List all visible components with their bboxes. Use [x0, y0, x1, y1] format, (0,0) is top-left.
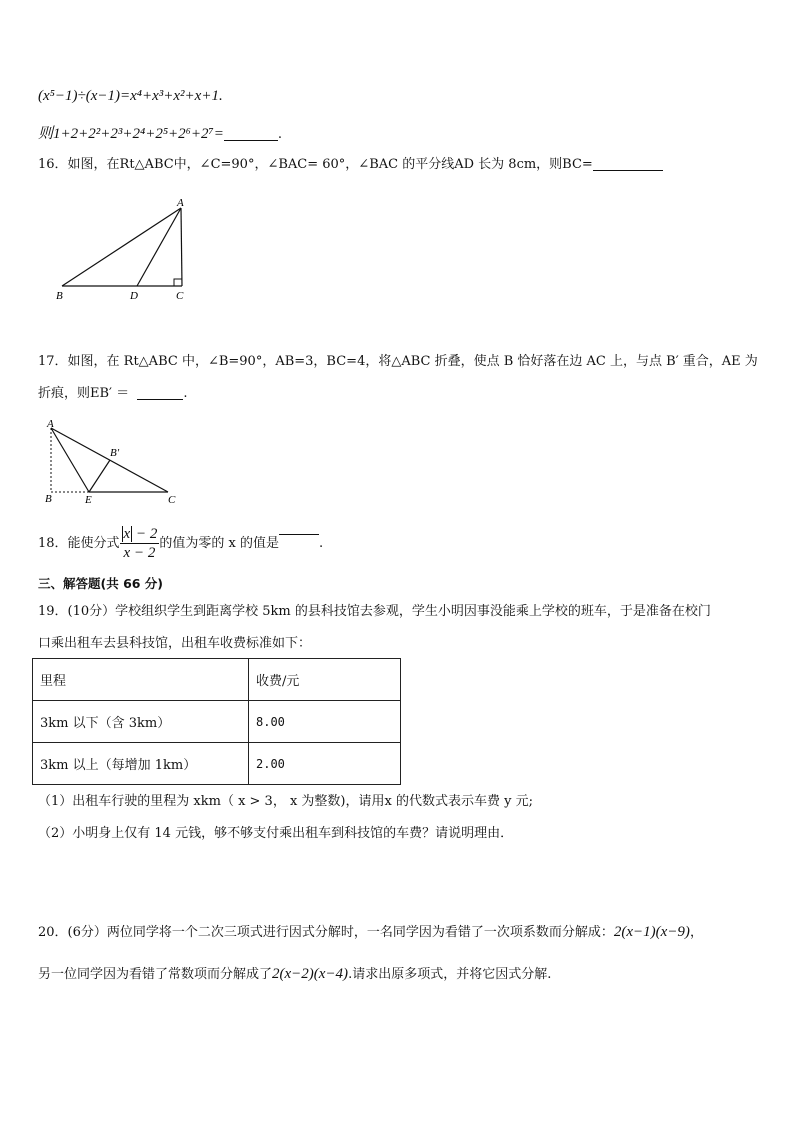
q15-identity: (x⁵−1)÷(x−1)=x⁴+x³+x²+x+1. — [38, 88, 223, 104]
q20-line1-suffix: ， — [689, 925, 703, 940]
q17-answer-blank[interactable] — [137, 399, 183, 400]
q20-line2-suffix: .请求出原多项式，并将它因式分解. — [348, 967, 552, 982]
table-header-row — [33, 659, 401, 701]
q16-bisector-ad — [137, 208, 181, 286]
q18-denominator: x − 2 — [123, 545, 156, 561]
q15-question-suffix: . — [277, 127, 282, 142]
q20-line1-prefix: 20．(6分）两位同学将一个二次三项式进行因式分解时，一名同学因为看错了一次项系数而分解成： — [38, 925, 614, 940]
q16-text — [38, 155, 663, 175]
q19-fare-table — [32, 658, 401, 785]
table-row — [33, 701, 401, 743]
q18-end: . — [318, 536, 324, 551]
table-cell: 3km 以上（每增加 1km） — [33, 743, 249, 785]
q18-numerator-rest: − 2 — [132, 526, 158, 542]
table-header-cell: 里程 — [33, 659, 249, 701]
q17-question-suffix: . — [183, 386, 188, 401]
q15-question — [38, 124, 282, 145]
q16-label-b: B — [56, 290, 63, 302]
q17-label-b-prime: B′ — [110, 447, 120, 459]
q17-figure — [40, 418, 190, 508]
q20-line2 — [38, 964, 551, 985]
q18-answer-blank[interactable] — [279, 534, 319, 535]
table-cell: 8.00 — [249, 701, 401, 743]
table-cell: 3km 以下（含 3km） — [33, 701, 249, 743]
q17-label-c: C — [168, 494, 176, 506]
q17-label-e: E — [85, 494, 92, 506]
q20-line2-prefix: 另一位同学因为看错了常数项而分解成了 — [38, 967, 273, 982]
table-row — [33, 743, 401, 785]
q17-line2 — [38, 384, 188, 404]
q20-expr1: 2(x−1)(x−9) — [613, 924, 690, 940]
q17-line1: 17．如图，在 Rt△ABC 中，∠B=90°，AB=3，BC=4，将△ABC 折叠，使点 B 恰好落在边 AC 上，与点 B′ 重合，AE 为 — [38, 354, 758, 369]
q15-answer-blank[interactable] — [224, 140, 278, 141]
q18-prefix: 18．能使分式 — [38, 536, 120, 551]
q20-expr2: 2(x−2)(x−4) — [272, 966, 349, 982]
q15-question-prefix: 则1+2+2²+2³+2⁴+2⁵+2⁶+2⁷= — [38, 126, 224, 142]
q18-suffix: 的值为零的 x 的值是 — [159, 536, 279, 551]
q17-question-prefix: 折痕，则EB′ ＝ — [38, 386, 130, 401]
q19-sub1: （1）出租车行驶的里程为 xkm（ x > 3， x 为整数)，请用x 的代数式表示车费 y 元; — [38, 794, 533, 809]
table-cell: 2.00 — [249, 743, 401, 785]
q16-label-d: D — [130, 290, 138, 302]
q16-figure — [50, 196, 200, 306]
q16-label-c: C — [176, 290, 184, 302]
q18-numerator — [120, 525, 160, 544]
table-header-cell: 收费/元 — [249, 659, 401, 701]
q16-label-a: A — [177, 197, 184, 209]
q19-sub2: （2）小明身上仅有 14 元钱，够不够支付乘出租车到科技馆的车费？请说明理由． — [38, 826, 514, 841]
section3-title: 三、解答题(共 66 分) — [38, 576, 164, 591]
q18-fraction — [120, 525, 160, 562]
q17-fold-ae — [51, 428, 89, 492]
q16-right-angle-mark — [174, 279, 182, 286]
q17-label-b: B — [45, 493, 52, 505]
q20-line1 — [38, 922, 703, 943]
q18-abs-x: x — [123, 526, 131, 542]
q18-line — [38, 524, 323, 564]
q17-segment-eb-prime — [89, 460, 110, 492]
q17-label-a: A — [47, 418, 54, 430]
q16-answer-blank[interactable] — [593, 170, 663, 171]
q19-line1: 19．(10分）学校组织学生到距离学校 5km 的县科技馆去参观，学生小明因事没能乘上学校的班车，于是准备在校门 — [38, 604, 711, 619]
q19-line2: 口乘出租车去县科技馆，出租车收费标准如下： — [38, 636, 312, 651]
q16-side-ac — [181, 208, 182, 286]
q16-question: 16．如图，在Rt△ABC中，∠C=90°，∠BAC= 60°，∠BAC 的平分线AD 长为 8cm，则BC= — [38, 157, 593, 172]
q16-side-ab — [62, 208, 181, 286]
